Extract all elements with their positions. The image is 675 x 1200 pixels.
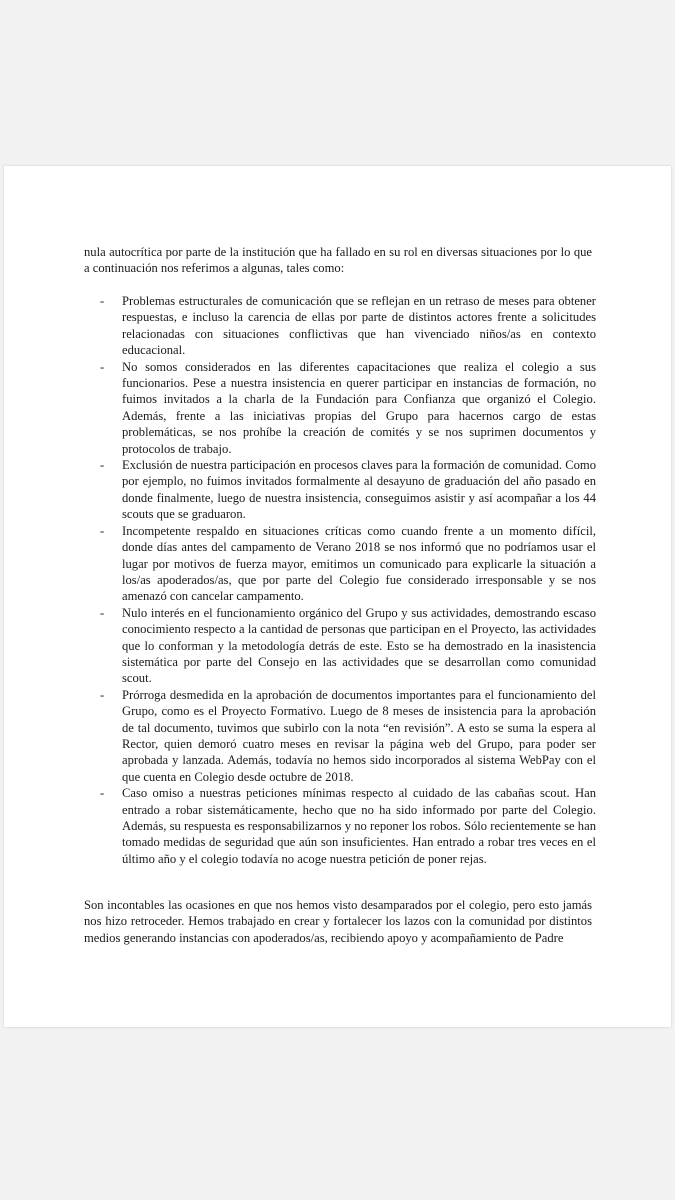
list-item [84, 605, 596, 687]
bullet-dash: - [100, 786, 105, 801]
bullet-dash: - [100, 458, 105, 473]
list-item-text: Incompetente respaldo en situaciones críticas como cuando frente a un momento difícil, donde días antes del campamento de Verano 2018 se nos informó que no podríamos usar el lugar por motivos de fuerza mayor, emitimos un comunicado para explicarle la situación a los/as apoderados/as, que por parte del Colegio fue considerado irresponsable y se nos amenazó con cancelar campamento. [122, 523, 596, 604]
list-item [84, 359, 596, 457]
list-item-text: Problemas estructurales de comunicación que se reflejan en un retraso de meses para obtener respuestas, e incluso la carencia de ellas por parte de distintos actores frente a solicitudes relacionadas con situaciones conflictivas que han vivenciado niños/as en contexto educacional. [122, 294, 596, 358]
list-item-text: Nulo interés en el funcionamiento orgánico del Grupo y sus actividades, demostrando escaso conocimiento respecto a la cantidad de personas que participan en el Proyecto, las actividades que lo conforman y la metodología detrás de este. Esto se ha demostrado en la inasistencia sistemática por parte del Consejo en las actividades que se desarrollan como comunidad scout. [122, 605, 596, 686]
document-page [4, 166, 671, 1027]
list-item [84, 785, 596, 867]
list-item-text: No somos considerados en las diferentes capacitaciones que realiza el colegio a sus funcionarios. Pese a nuestra insistencia en querer participar en instancias de formación, no fuimos invitados a la charla de la Fundación para Confianza que organizó el Colegio. Además, frente a las iniciativas propias del Grupo para hacernos cargo de estas problemáticas, se nos prohíbe la creación de comités y se nos suprimen documentos y protocolos de trabajo. [122, 359, 596, 456]
list-item-text: Prórroga desmedida en la aprobación de documentos importantes para el funcionamiento del Grupo, como es el Proyecto Formativo. Luego de 8 meses de insistencia para la aprobación de tal documento, tuvimos que subirlo con la nota “en revisión”. A esto se suma la espera al Rector, quien demoró cuatro meses en revisar la página web del Grupo, para poder ser aprobada y lanzada. Además, todavía no hemos sido incorporados al sistema WebPay con el que cuenta en Colegio desde octubre de 2018. [122, 687, 596, 784]
bullet-dash: - [100, 687, 105, 702]
list-item [84, 687, 596, 785]
list-item-text: Exclusión de nuestra participación en procesos claves para la formación de comunidad. Como por ejemplo, no fuimos invitados formalmente al desayuno de graduación del año pasado en donde finalmente, luego de nuestra insistencia, conseguimos asistir y así acompañar a los 44 scouts que se graduaron. [122, 458, 596, 522]
list-item [84, 523, 596, 605]
intro-paragraph: nula autocrítica por parte de la institución que ha fallado en su rol en diversas situaciones por lo que a continuación nos referimos a algunas, tales como: [84, 245, 592, 276]
bullet-dash: - [100, 523, 105, 538]
closing-paragraph: Son incontables las ocasiones en que nos hemos visto desamparados por el colegio, pero esto jamás nos hizo retroceder. Hemos trabajado en crear y fortalecer los lazos con la comunidad por distintos medios generando instancias con apoderados/as, recibiendo apoyo y acompañamiento de Padre [84, 898, 592, 945]
issue-list [84, 293, 596, 867]
list-item [84, 457, 596, 523]
list-item [84, 293, 596, 359]
bullet-dash: - [100, 294, 105, 308]
bullet-dash: - [100, 605, 105, 620]
bullet-dash: - [100, 359, 105, 374]
list-item-text: Caso omiso a nuestras peticiones mínimas respecto al cuidado de las cabañas scout. Han entrado a robar sistemáticamente, hecho que no ha sido informado por parte del Colegio. Además, su respuesta es responsabilizarnos y no reponer los robos. Sólo recientemente se han tomado medidas de seguridad que aún son insuficientes. Han entrado a robar tres veces en el último año y el colegio todavía no acoge nuestra petición de poner rejas. [122, 786, 596, 866]
